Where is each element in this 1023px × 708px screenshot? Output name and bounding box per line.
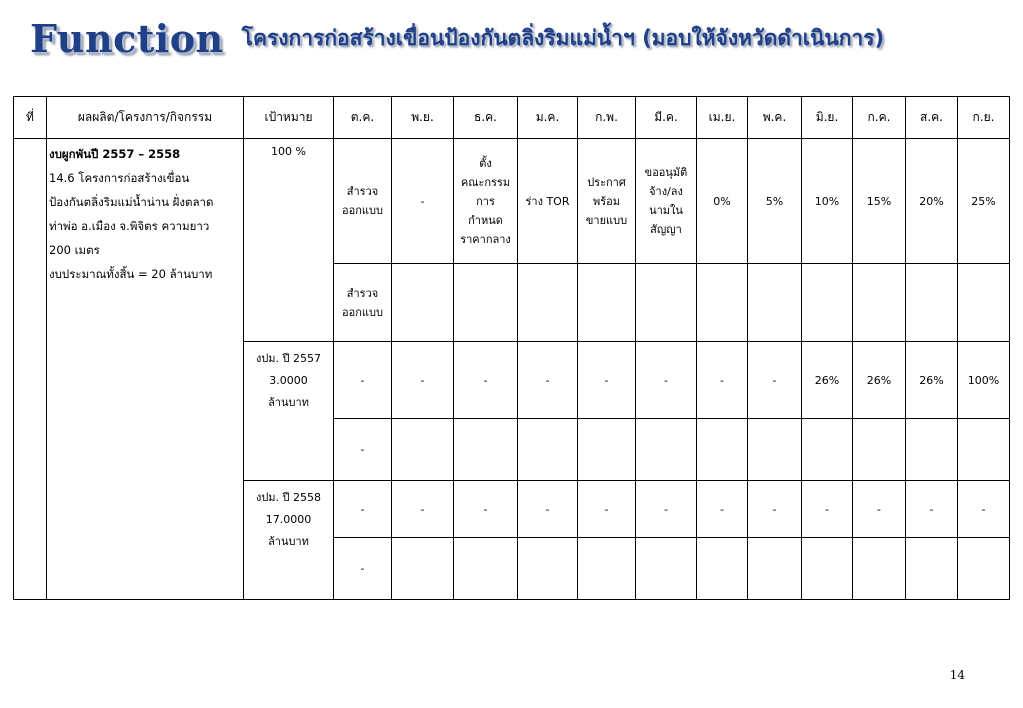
plan-2558-jun: - (802, 481, 853, 538)
empty-cell (906, 264, 958, 342)
empty-cell (518, 264, 578, 342)
header-month-feb: ก.พ. (578, 97, 636, 139)
plan-2558-aug: - (906, 481, 958, 538)
plan-dec-cell (454, 139, 518, 264)
empty-cell (697, 538, 748, 600)
empty-cell (958, 419, 1010, 481)
plan-mar-line: สัญญา (650, 223, 682, 236)
header-month-jul: ก.ค. (853, 97, 906, 139)
plan-apr-cell: 0% (697, 139, 748, 264)
header-month-mar: มี.ค. (636, 97, 697, 139)
plan-nov-cell: - (392, 139, 454, 264)
plan-2558-jan: - (518, 481, 578, 538)
project-name-line: ป้องกันตลิ่งริมแม่น้ำน่าน ฝั่งตลาด (49, 195, 214, 209)
target-2558-unit: ล้านบาท (268, 535, 309, 548)
plan-dec-line: กำหนด (468, 213, 503, 227)
plan-mar-line: ขออนุมัติ (644, 166, 688, 179)
plan-jul-cell: 15% (853, 139, 906, 264)
project-name-line: 14.6 โครงการก่อสร้างเขื่อน (49, 171, 190, 185)
target-2557-unit: ล้านบาท (268, 396, 309, 409)
empty-cell (392, 538, 454, 600)
header-month-sep: ก.ย. (958, 97, 1010, 139)
plan-2557-sep: 100% (958, 342, 1010, 419)
empty-cell (853, 419, 906, 481)
target-2557-cell (244, 342, 334, 481)
plan-dec-line: คณะกรรม (460, 175, 511, 189)
plan-oct-line: ออกแบบ (342, 204, 383, 217)
plan-2558-mar: - (636, 481, 697, 538)
plan-2557-oct: - (334, 342, 392, 419)
plan-2558-apr: - (697, 481, 748, 538)
header-month-oct: ต.ค. (334, 97, 392, 139)
table-header-row (14, 97, 1010, 139)
actual-oct-line: ออกแบบ (342, 305, 383, 319)
header-month-nov: พ.ย. (392, 97, 454, 139)
empty-cell (578, 264, 636, 342)
empty-cell (906, 538, 958, 600)
plan-mar-line: นามใน (649, 204, 683, 217)
plan-2558-may: - (748, 481, 802, 538)
empty-cell (697, 264, 748, 342)
actual-2558-oct: - (334, 538, 392, 600)
actual-oct-cell (334, 264, 392, 342)
plan-sep-cell: 25% (958, 139, 1010, 264)
empty-cell (802, 264, 853, 342)
actual-oct-line: สำรวจ (346, 286, 379, 300)
target-2558-amount: 17.0000 (265, 513, 312, 526)
plan-2557-jan: - (518, 342, 578, 419)
project-description-cell (47, 139, 244, 600)
header-project: ผลผลิต/โครงการ/กิจกรรม (47, 97, 244, 139)
header-month-may: พ.ค. (748, 97, 802, 139)
empty-cell (636, 264, 697, 342)
plan-2557-jun: 26% (802, 342, 853, 419)
project-schedule-table (13, 96, 1010, 600)
empty-cell (697, 419, 748, 481)
title-main: Function (30, 15, 224, 61)
target-2558-cell (244, 481, 334, 600)
header-target: เป้าหมาย (244, 97, 334, 139)
empty-cell (802, 419, 853, 481)
empty-cell (578, 538, 636, 600)
plan-2557-jul: 26% (853, 342, 906, 419)
empty-cell (518, 419, 578, 481)
plan-feb-line: พร้อม (592, 194, 621, 208)
slide-title (30, 10, 1010, 66)
header-month-jun: มิ.ย. (802, 97, 853, 139)
empty-cell (748, 538, 802, 600)
plan-2557-mar: - (636, 342, 697, 419)
empty-cell (748, 419, 802, 481)
plan-2557-apr: - (697, 342, 748, 419)
plan-oct-line: สำรวจ (346, 185, 379, 198)
empty-cell (636, 538, 697, 600)
empty-cell (636, 419, 697, 481)
table-row (14, 139, 1010, 264)
empty-cell (748, 264, 802, 342)
plan-dec-line: ตั้ง (479, 156, 492, 170)
plan-mar-cell (636, 139, 697, 264)
plan-feb-line: ขายแบบ (585, 213, 628, 227)
project-budget-heading: งบผูกพันปี 2557 – 2558 (49, 147, 181, 161)
plan-2557-nov: - (392, 342, 454, 419)
target-2557-label: งปม. ปี 2557 (255, 352, 322, 365)
empty-cell (802, 538, 853, 600)
header-month-aug: ส.ค. (906, 97, 958, 139)
empty-cell (906, 419, 958, 481)
target-overall-cell: 100 % (244, 139, 334, 342)
header-month-dec: ธ.ค. (454, 97, 518, 139)
empty-cell (392, 264, 454, 342)
plan-2558-dec: - (454, 481, 518, 538)
plan-2558-oct: - (334, 481, 392, 538)
plan-2557-feb: - (578, 342, 636, 419)
plan-may-cell: 5% (748, 139, 802, 264)
plan-aug-cell: 20% (906, 139, 958, 264)
page-number: 14 (949, 668, 965, 682)
header-month-jan: ม.ค. (518, 97, 578, 139)
plan-feb-cell (578, 139, 636, 264)
empty-cell (454, 419, 518, 481)
plan-2557-aug: 26% (906, 342, 958, 419)
target-2557-amount: 3.0000 (269, 374, 308, 387)
plan-feb-line: ประกาศ (587, 175, 626, 189)
project-length-line: 200 เมตร (49, 243, 100, 257)
header-month-apr: เม.ย. (697, 97, 748, 139)
title-subtitle: โครงการก่อสร้างเขื่อนป้องกันตลิ่งริมแม่น้ำฯ (มอบให้จังหวัดดำเนินการ) (241, 25, 885, 50)
plan-jun-cell: 10% (802, 139, 853, 264)
empty-cell (853, 264, 906, 342)
actual-2557-oct: - (334, 419, 392, 481)
empty-cell (454, 264, 518, 342)
plan-oct-cell (334, 139, 392, 264)
plan-2557-may: - (748, 342, 802, 419)
plan-dec-line: การ (476, 194, 495, 208)
empty-cell (958, 264, 1010, 342)
project-name-line: ท่าพ่อ อ.เมือง จ.พิจิตร ความยาว (49, 219, 210, 233)
plan-dec-line: ราคากลาง (460, 232, 511, 246)
header-no: ที่ (14, 97, 47, 139)
empty-cell (958, 538, 1010, 600)
plan-mar-line: จ้าง/ลง (649, 185, 683, 198)
plan-2558-nov: - (392, 481, 454, 538)
plan-2558-feb: - (578, 481, 636, 538)
plan-jan-cell: ร่าง TOR (518, 139, 578, 264)
plan-2558-sep: - (958, 481, 1010, 538)
empty-cell (853, 538, 906, 600)
plan-2557-dec: - (454, 342, 518, 419)
row-number-cell (14, 139, 47, 600)
empty-cell (454, 538, 518, 600)
empty-cell (392, 419, 454, 481)
plan-2558-jul: - (853, 481, 906, 538)
empty-cell (578, 419, 636, 481)
target-2558-label: งปม. ปี 2558 (255, 491, 322, 504)
project-total-budget-line: งบประมาณทั้งสิ้น = 20 ล้านบาท (49, 267, 213, 281)
empty-cell (518, 538, 578, 600)
